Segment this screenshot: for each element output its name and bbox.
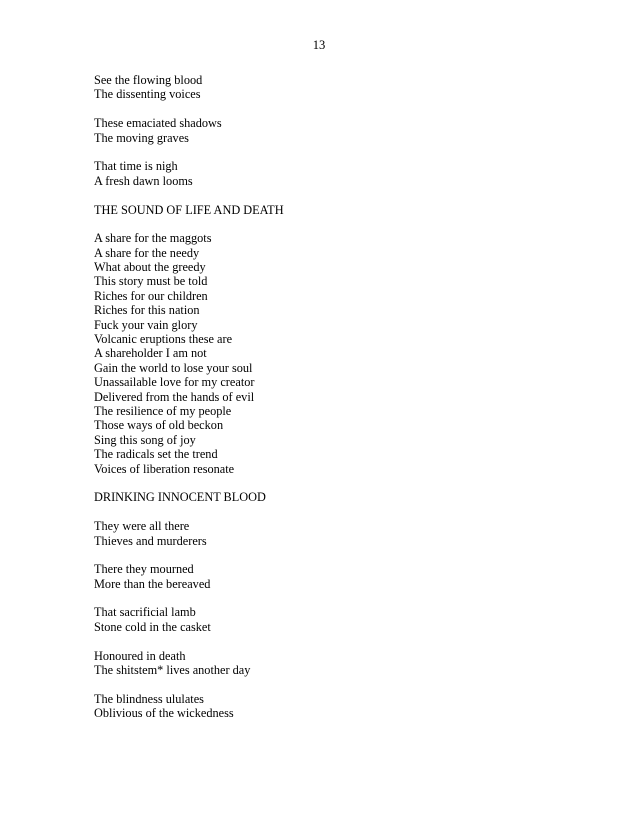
poem-line: Delivered from the hands of evil xyxy=(94,389,255,404)
poem-stanza xyxy=(94,605,574,634)
poem-line: Riches for our children xyxy=(94,288,208,303)
intro-stanza xyxy=(94,73,574,102)
poem-stanza xyxy=(94,562,574,591)
poem-line: See the flowing blood xyxy=(94,73,203,87)
poem-stanza xyxy=(94,231,574,476)
poem-line: Voices of liberation resonate xyxy=(94,461,235,476)
poem-stanza xyxy=(94,692,574,721)
poem-line: The dissenting voices xyxy=(94,87,201,102)
poem-line: These emaciated shadows xyxy=(94,116,222,131)
poem-line: Those ways of old beckon xyxy=(94,418,224,433)
poem-stanza xyxy=(94,519,574,548)
poem-line: A share for the maggots xyxy=(94,231,212,246)
intro-stanza xyxy=(94,159,574,188)
poem-line: The moving graves xyxy=(94,130,189,145)
poem-line: What about the greedy xyxy=(94,260,206,275)
poem-line: Honoured in death xyxy=(94,648,186,663)
poem-line: The shitstem* lives another day xyxy=(94,663,251,678)
poem-title: THE SOUND OF LIFE AND DEATH xyxy=(94,202,284,217)
intro-stanza xyxy=(94,116,574,145)
poem-line: Oblivious of the wickedness xyxy=(94,706,234,721)
poem-line: Stone cold in the casket xyxy=(94,619,211,634)
poem-stanza xyxy=(94,649,574,678)
poem-line: That sacrificial lamb xyxy=(94,605,196,620)
poem-title: DRINKING INNOCENT BLOOD xyxy=(94,490,266,505)
poem-line: There they mourned xyxy=(94,562,194,577)
poem-line: Fuck your vain glory xyxy=(94,317,198,332)
poem-line: A shareholder I am not xyxy=(94,346,207,361)
poem-line: Unassailable love for my creator xyxy=(94,375,255,390)
poem-line: The blindness ululates xyxy=(94,691,204,706)
poem-line: The resilience of my people xyxy=(94,403,232,418)
poem-line: They were all there xyxy=(94,519,190,534)
poem-line: Sing this song of joy xyxy=(94,432,196,447)
poem-line: That time is nigh xyxy=(94,159,178,174)
poem-line: Volcanic eruptions these are xyxy=(94,332,233,347)
poem-line: A fresh dawn looms xyxy=(94,173,193,188)
poem-text-body xyxy=(94,73,574,735)
poem-line: More than the bereaved xyxy=(94,576,211,591)
poem-line: Thieves and murderers xyxy=(94,533,207,548)
poem-line: This story must be told xyxy=(94,274,208,289)
page-number: 13 xyxy=(312,38,326,52)
poem-line: Riches for this nation xyxy=(94,303,200,318)
poem-line: A share for the needy xyxy=(94,245,200,260)
poem-line: Gain the world to lose your soul xyxy=(94,360,253,375)
poem-line: The radicals set the trend xyxy=(94,447,218,462)
